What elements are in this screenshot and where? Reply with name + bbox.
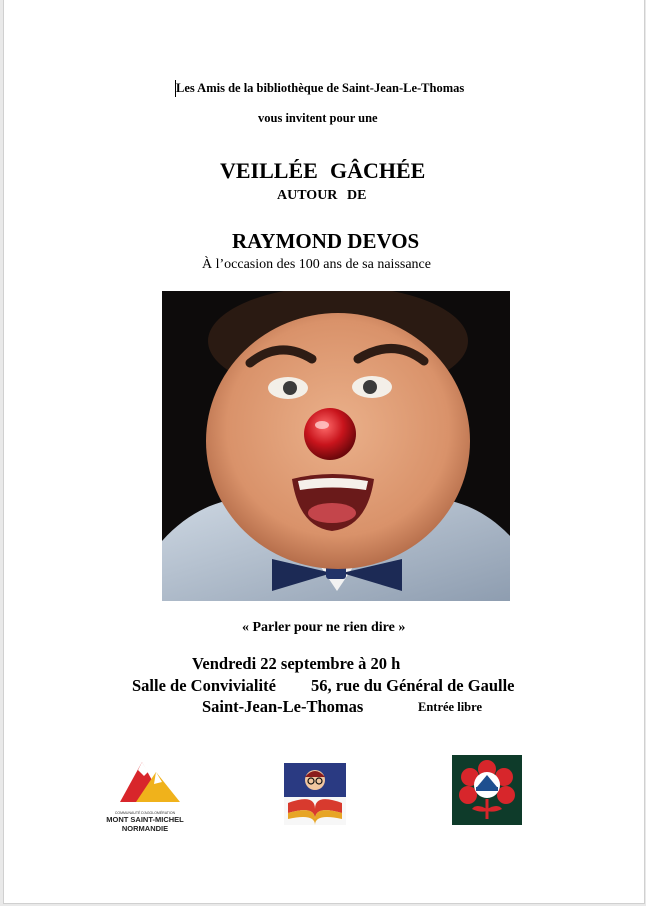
event-venue: Salle de Convivialité [132,676,276,695]
red-clown-nose [304,408,356,460]
mont-saint-michel-logo [102,758,188,834]
document-page [3,0,645,904]
event-date: Vendredi 22 septembre à 20 h [192,654,401,673]
title-autour: AUTOUR [277,188,338,203]
invite-line: vous invitent pour une [258,111,378,125]
title-veillee: VEILLÉE [220,158,318,183]
left-pupil [283,381,297,395]
library-book-logo [284,763,346,825]
nose-highlight [315,421,329,429]
clown-portrait-photo [162,291,510,601]
msm-small-text: COMMUNAUTÉ D'AGGLOMÉRATION [114,811,176,815]
occasion-line: À l’occasion des 100 ans de sa naissance [202,257,431,272]
msm-line2: NORMANDIE [121,824,169,833]
entry-note: Entrée libre [418,700,482,714]
tongue [308,503,356,523]
title-gachee: GÂCHÉE [330,158,426,183]
quote-line: « Parler pour ne rien dire » [242,620,406,635]
organizer-line: Les Amis de la bibliothèque de Saint-Jean-Le-Thomas [176,81,465,95]
honoree-name: RAYMOND DEVOS [232,229,420,253]
mountain-icon [102,758,188,806]
title-de: DE [347,188,367,203]
flower-emblem-logo [452,755,522,825]
event-town: Saint-Jean-Le-Thomas [202,697,364,716]
right-pupil [363,380,377,394]
msm-line1: MONT SAINT-MICHEL [106,815,184,824]
event-address: 56, rue du Général de Gaulle [311,676,515,695]
